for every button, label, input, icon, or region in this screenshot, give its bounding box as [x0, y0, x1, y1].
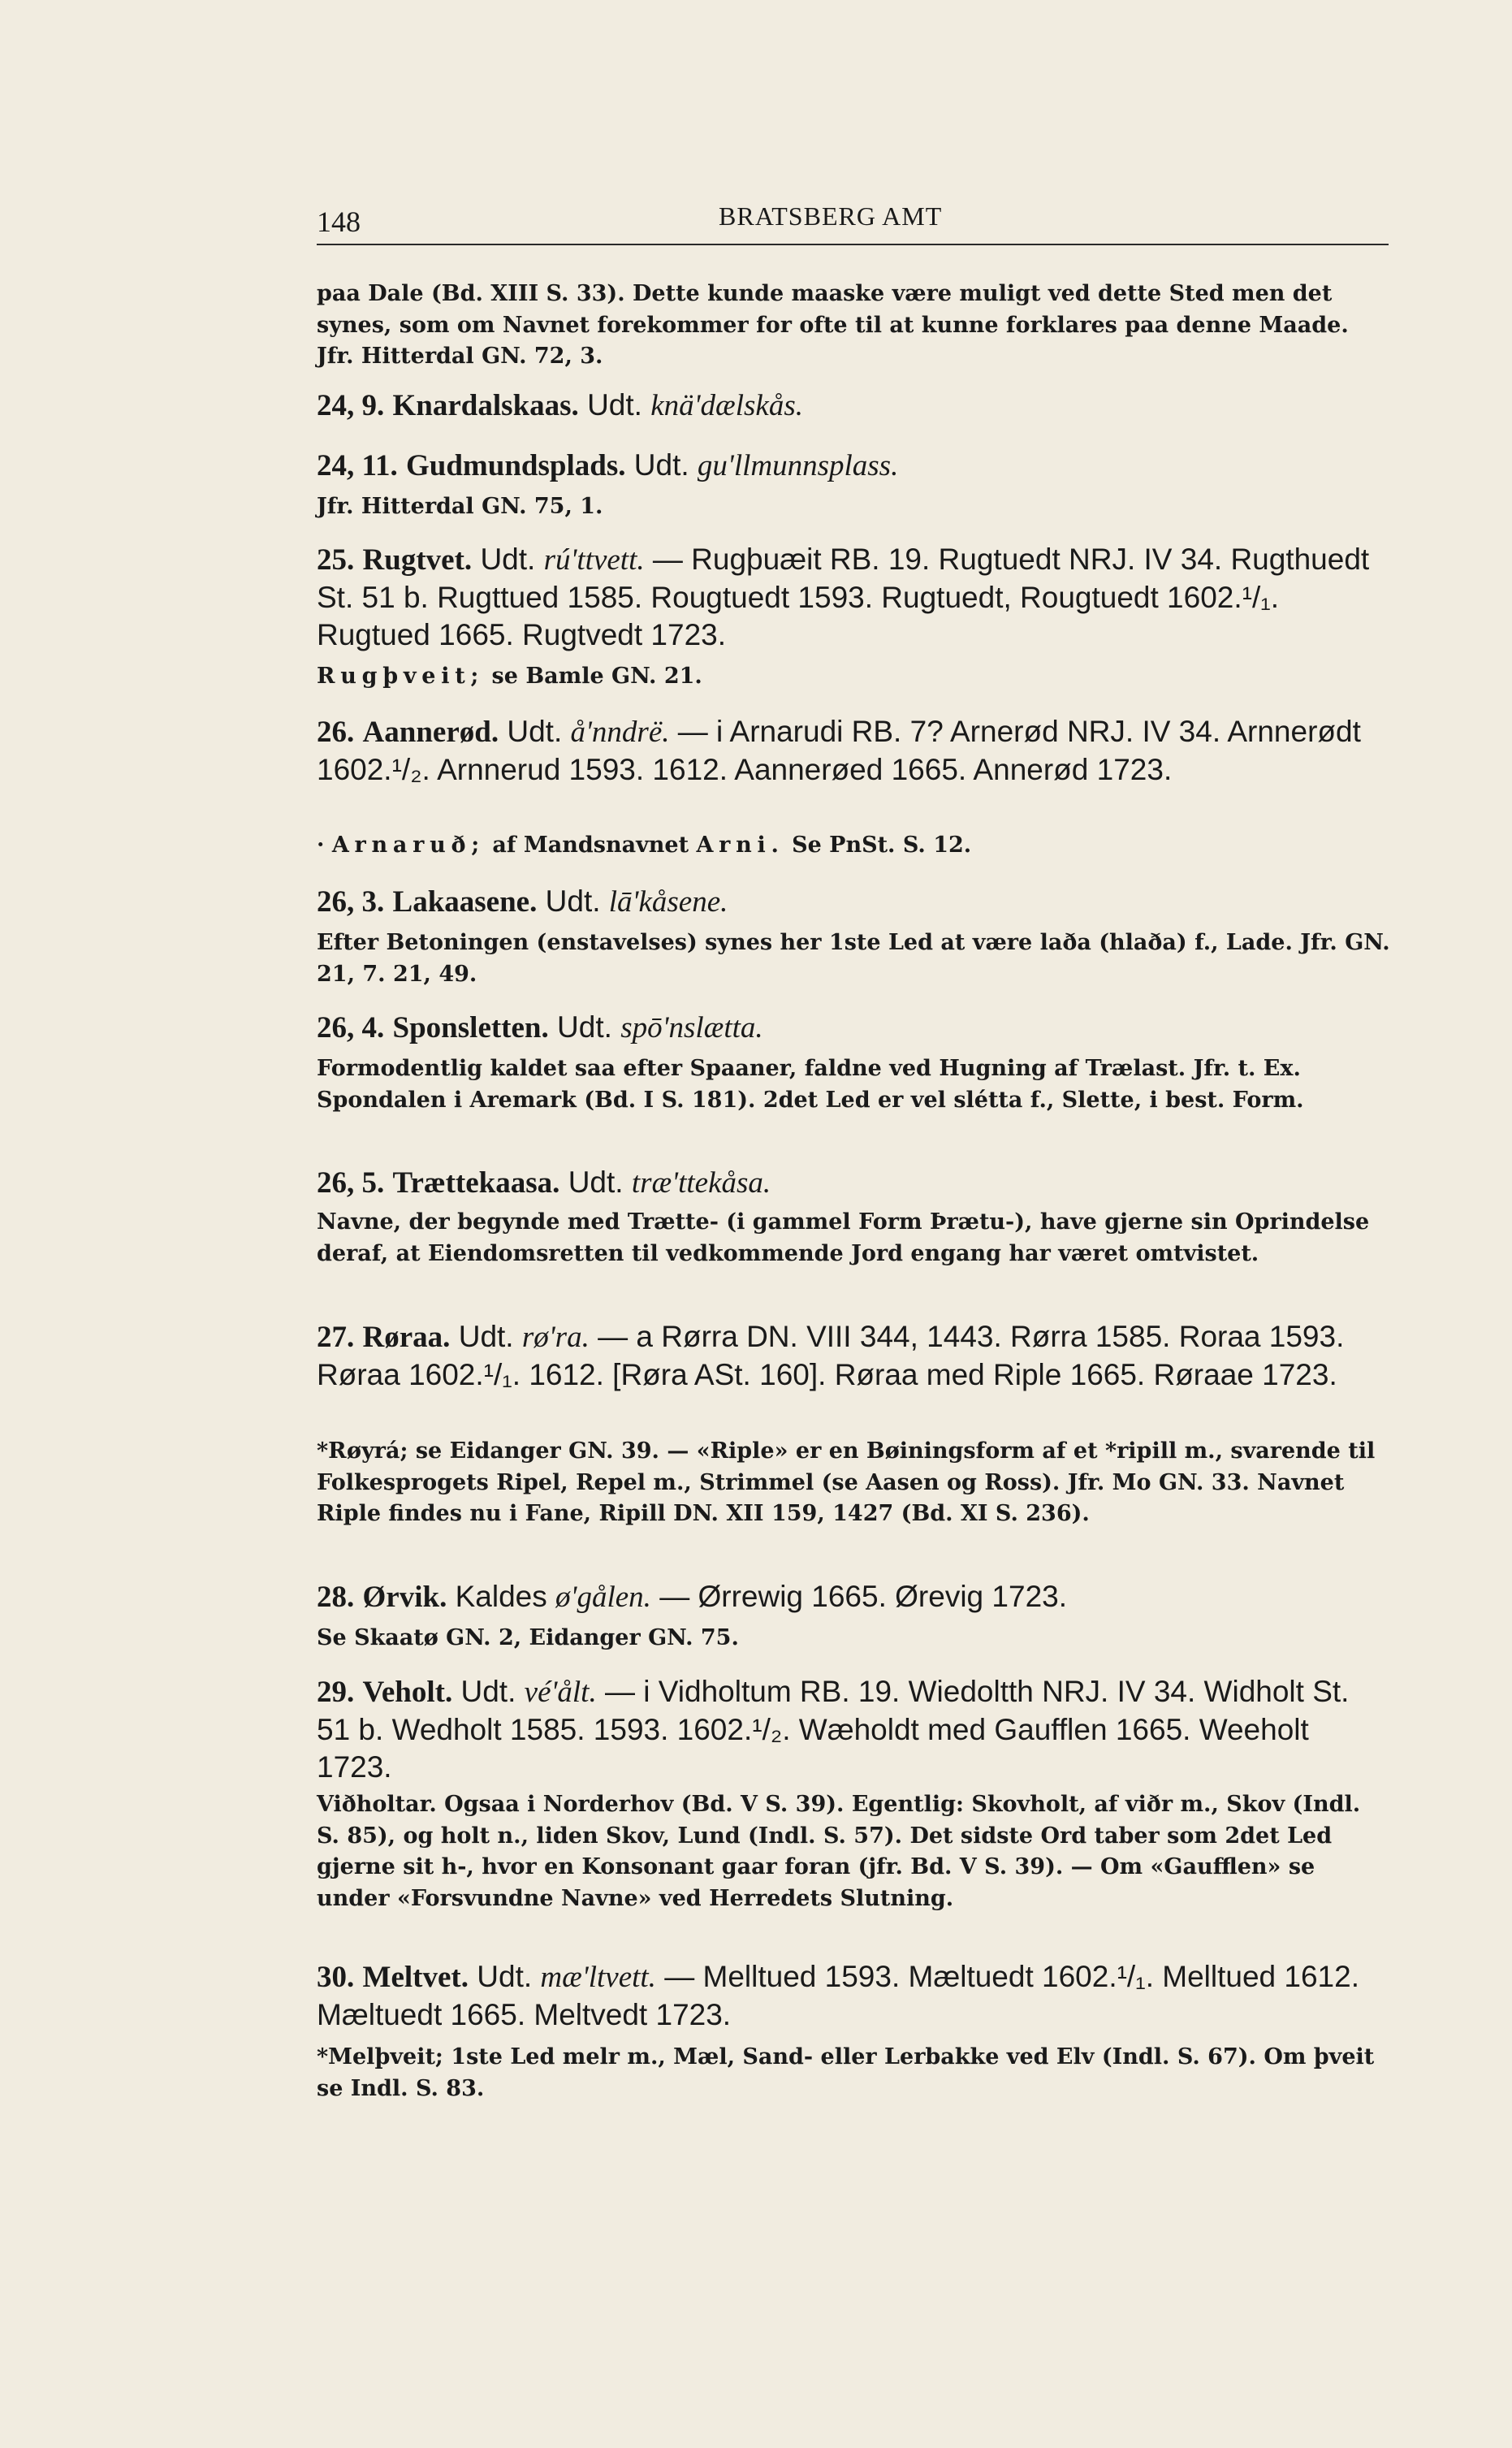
page-number: 148 [317, 205, 361, 238]
entry-25 [317, 541, 1390, 654]
pronunciation: å'nndrë. [570, 716, 670, 749]
historical-forms: — a Rørra DN. VIII 344, 1443. Rørra 1585. Roraa 1593. Røraa 1602.¹/₁. 1612. [Røra ASt. 160]. Røraa med Riple 1665. Røraae 1723. [317, 1320, 1345, 1391]
entry-27 [317, 1318, 1390, 1394]
old-norse-form: Rugþveit; [317, 664, 485, 689]
udt-label: Udt. [507, 715, 563, 748]
udt-label: Udt. [458, 1320, 514, 1353]
pronunciation: spō'nslætta. [620, 1011, 763, 1045]
note-28: Se Skaatø GN. 2, Eidanger GN. 75. [317, 1625, 739, 1650]
udt-label: Udt. [480, 543, 536, 576]
farm-name: Meltvet. [362, 1961, 469, 1994]
intro-paragraph: paa Dale (Bd. XIII S. 33). Dette kunde maaske være muligt ved dette Sted men det synes, som om Navnet forekommer for ofte til at kunne forklares paa denne Maade. Jfr. Hitterdal GN. 72, 3. [317, 281, 1349, 369]
udt-label: Udt. [587, 388, 642, 422]
udt-label: Udt. [568, 1166, 624, 1199]
udt-label: Udt. [545, 884, 601, 918]
pronunciation: knä'dælskås. [650, 389, 803, 422]
pronunciation: træ'ttekåsa. [631, 1166, 771, 1200]
entry-29 [317, 1673, 1390, 1786]
note-27: *Røyrá; se Eidanger GN. 39. — «Riple» er en Bøiningsform af et *ripill m., svarende til Folkesprogets Ripel, Repel m., Strimmel (se Aasen og Ross). Jfr. Mo GN. 33. Navnet Riple findes nu i Fane, Ripill DN. XII 159, 1427 (Bd. XI S. 236). [317, 1438, 1376, 1526]
farm-name: Røraa. [362, 1321, 451, 1354]
farm-name: Trættekaasa. [392, 1166, 560, 1200]
pronunciation: ø'gålen. [555, 1581, 651, 1614]
note-25 [317, 661, 1390, 693]
farm-name: Ørvik. [362, 1581, 447, 1614]
udt-label: Udt. [633, 448, 689, 482]
farm-name: Lakaasene. [392, 885, 538, 919]
entry-number: 28. [317, 1581, 355, 1614]
note-24-11: Jfr. Hitterdal GN. 75, 1. [317, 494, 603, 519]
entry-number: 26, 4. [317, 1011, 385, 1045]
pronunciation: lā'kåsene. [608, 885, 728, 919]
pronunciation: mæ'ltvett. [540, 1961, 656, 1994]
header-rule [317, 244, 1389, 245]
farm-name: Gudmundsplads. [406, 449, 626, 482]
entry-24-9 [317, 387, 1390, 425]
old-norse-form: Arnaruð; [331, 833, 485, 858]
note-text: Se PnSt. S. 12. [784, 833, 972, 858]
running-title: BRATSBERG AMT [719, 201, 943, 231]
udt-label: Udt. [557, 1010, 612, 1044]
note-26-3: Efter Betoningen (enstavelses) synes her 1ste Led at være laða (hlaða) f., Lade. Jfr. GN. 21, 7. 21, 49. [317, 930, 1390, 987]
note-text: af Mandsnavnet [484, 833, 697, 858]
historical-forms: — i Arnarudi RB. 7? Arnerød NRJ. IV 34. Arnnerødt 1602.¹/₂. Arnnerud 1593. 1612. Aannerøed 1665. Annerød 1723. [317, 715, 1361, 786]
note-26 [317, 830, 1390, 862]
farm-name: Knardalskaas. [392, 389, 579, 422]
udt-label: Udt. [477, 1960, 533, 1993]
entry-number: 24, 9. [317, 389, 385, 422]
pronunciation: vé'ålt. [524, 1676, 597, 1709]
running-header [317, 200, 1389, 240]
entry-30 [317, 1958, 1390, 2034]
entry-number: 26, 3. [317, 885, 385, 919]
personal-name: Arni. [696, 833, 784, 858]
farm-name: Veholt. [362, 1676, 453, 1709]
entry-26 [317, 713, 1390, 789]
kaldes-label: Kaldes [455, 1580, 547, 1613]
udt-label: Udt. [460, 1675, 516, 1708]
entry-number: 26. [317, 716, 355, 749]
historical-forms: — Ørrewig 1665. Ørevig 1723. [659, 1580, 1067, 1613]
historical-forms: — Rugþuæit RB. 19. Rugtuedt NRJ. IV 34. Rugthuedt St. 51 b. Rugttued 1585. Rougtuedt 1593. Rugtuedt, Rougtuedt 1602.¹/₁. Rugtued 1665. Rugtvedt 1723. [317, 543, 1370, 651]
entry-26-5 [317, 1164, 1390, 1202]
note-29: Viðholtar. Ogsaa i Norderhov (Bd. V S. 39). Egentlig: Skovholt, af viðr m., Skov (Indl. S. 85), og holt n., liden Skov, Lund (Indl. S. 57). Det sidste Ord taber som 2det Led gjerne sit h-, hvor en Konsonant gaar foran (jfr. Bd. V S. 39). — Om «Gaufflen» se under «Forsvundne Navne» ved Herredets Slutning. [317, 1792, 1361, 1911]
entry-number: 25. [317, 543, 355, 577]
pronunciation: rú'ttvett. [543, 543, 645, 577]
entry-26-4 [317, 1009, 1390, 1047]
note-bullet: · [317, 833, 332, 858]
note-26-4: Formodentlig kaldet saa efter Spaaner, faldne ved Hugning af Trælast. Jfr. t. Ex. Spondalen i Aremark (Bd. I S. 181). 2det Led er vel slétta f., Slette, i best. Form. [317, 1056, 1304, 1113]
entry-number: 27. [317, 1321, 355, 1354]
pronunciation: gu'llmunnsplass. [697, 449, 899, 482]
historical-forms: — Melltued 1593. Mæltuedt 1602.¹/₁. Melltued 1612. Mæltuedt 1665. Meltvedt 1723. [317, 1960, 1359, 2031]
farm-name: Aannerød. [362, 716, 499, 749]
entry-26-3 [317, 883, 1390, 921]
note-30: *Melþveit; 1ste Led melr m., Mæl, Sand- eller Lerbakke ved Elv (Indl. S. 67). Om þveit se Indl. S. 83. [317, 2044, 1375, 2101]
pronunciation: rø'ra. [521, 1321, 590, 1354]
entry-number: 24, 11. [317, 449, 398, 482]
note-text: se Bamle GN. 21. [484, 664, 702, 689]
farm-name: Sponsletten. [392, 1011, 549, 1045]
farm-name: Rugtvet. [362, 543, 473, 577]
historical-forms: — i Vidholtum RB. 19. Wiedoltth NRJ. IV 34. Widholt St. 51 b. Wedholt 1585. 1593. 1602.¹/₂. Wæholdt med Gaufflen 1665. Weeholt 1723. [317, 1675, 1350, 1784]
entry-number: 30. [317, 1961, 355, 1994]
note-26-5: Navne, der begynde med Trætte- (i gammel Form Þrætu-), have gjerne sin Oprindelse deraf, at Eiendomsretten til vedkommende Jord engang har været omtvistet. [317, 1209, 1370, 1266]
entry-28 [317, 1578, 1390, 1616]
entry-number: 29. [317, 1676, 355, 1709]
entry-24-11 [317, 447, 1390, 485]
entry-number: 26, 5. [317, 1166, 385, 1200]
